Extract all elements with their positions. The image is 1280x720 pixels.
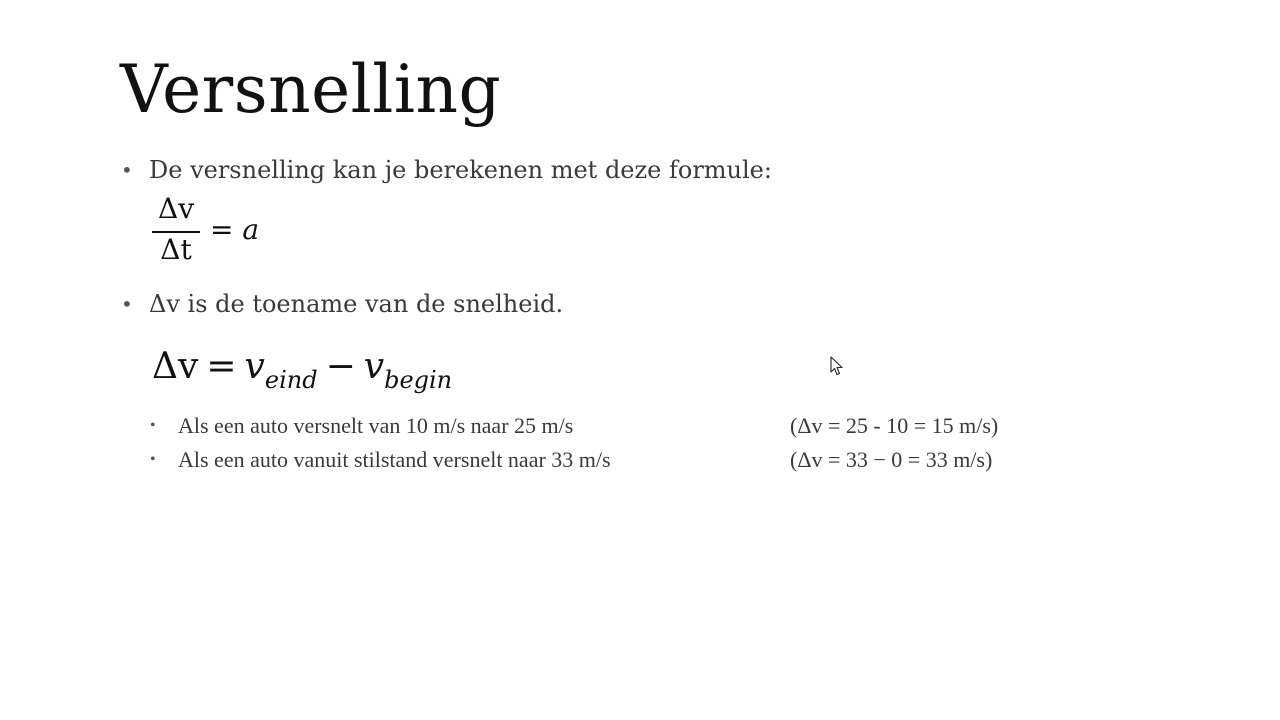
- sub-bullet-text: Als een auto versnelt van 10 m/s naar 25 m/s: [178, 413, 574, 438]
- sub-bullet-text: Als een auto vanuit stilstand versnelt naar 33 m/s: [178, 447, 611, 472]
- minus-sign: −: [325, 346, 356, 387]
- mouse-pointer-icon: [830, 356, 844, 376]
- v-begin-subscript: begin: [384, 366, 453, 394]
- equals-sign: =: [210, 213, 234, 246]
- bullet-dot: •: [121, 292, 133, 316]
- sub-bullet-calculation: (Δv = 33 − 0 = 33 m/s): [790, 447, 993, 472]
- fraction-numerator: Δv: [157, 192, 195, 225]
- fraction-equals: [210, 213, 259, 247]
- bullet-text: De versnelling kan je berekenen met deze formule:: [149, 156, 772, 184]
- delta-v-lhs: Δv: [152, 346, 199, 387]
- acceleration-symbol: a: [242, 213, 260, 246]
- v-end-subscript: eind: [264, 366, 318, 394]
- equals-sign: =: [206, 346, 237, 387]
- v-end-symbol: v: [244, 346, 265, 387]
- delta-v-formula: [152, 342, 452, 398]
- slide-title: Versnelling: [120, 51, 502, 128]
- v-begin-symbol: v: [363, 346, 385, 387]
- sub-bullet-dot: •: [150, 451, 156, 468]
- acceleration-formula: [150, 193, 290, 269]
- bullet-text: Δv is de toename van de snelheid.: [149, 290, 564, 318]
- sub-bullet-dot: •: [150, 417, 156, 434]
- bullet-dot: •: [121, 158, 133, 182]
- sub-bullet-calculation: (Δv = 25 - 10 = 15 m/s): [790, 413, 999, 438]
- fraction-denominator: Δt: [160, 233, 192, 266]
